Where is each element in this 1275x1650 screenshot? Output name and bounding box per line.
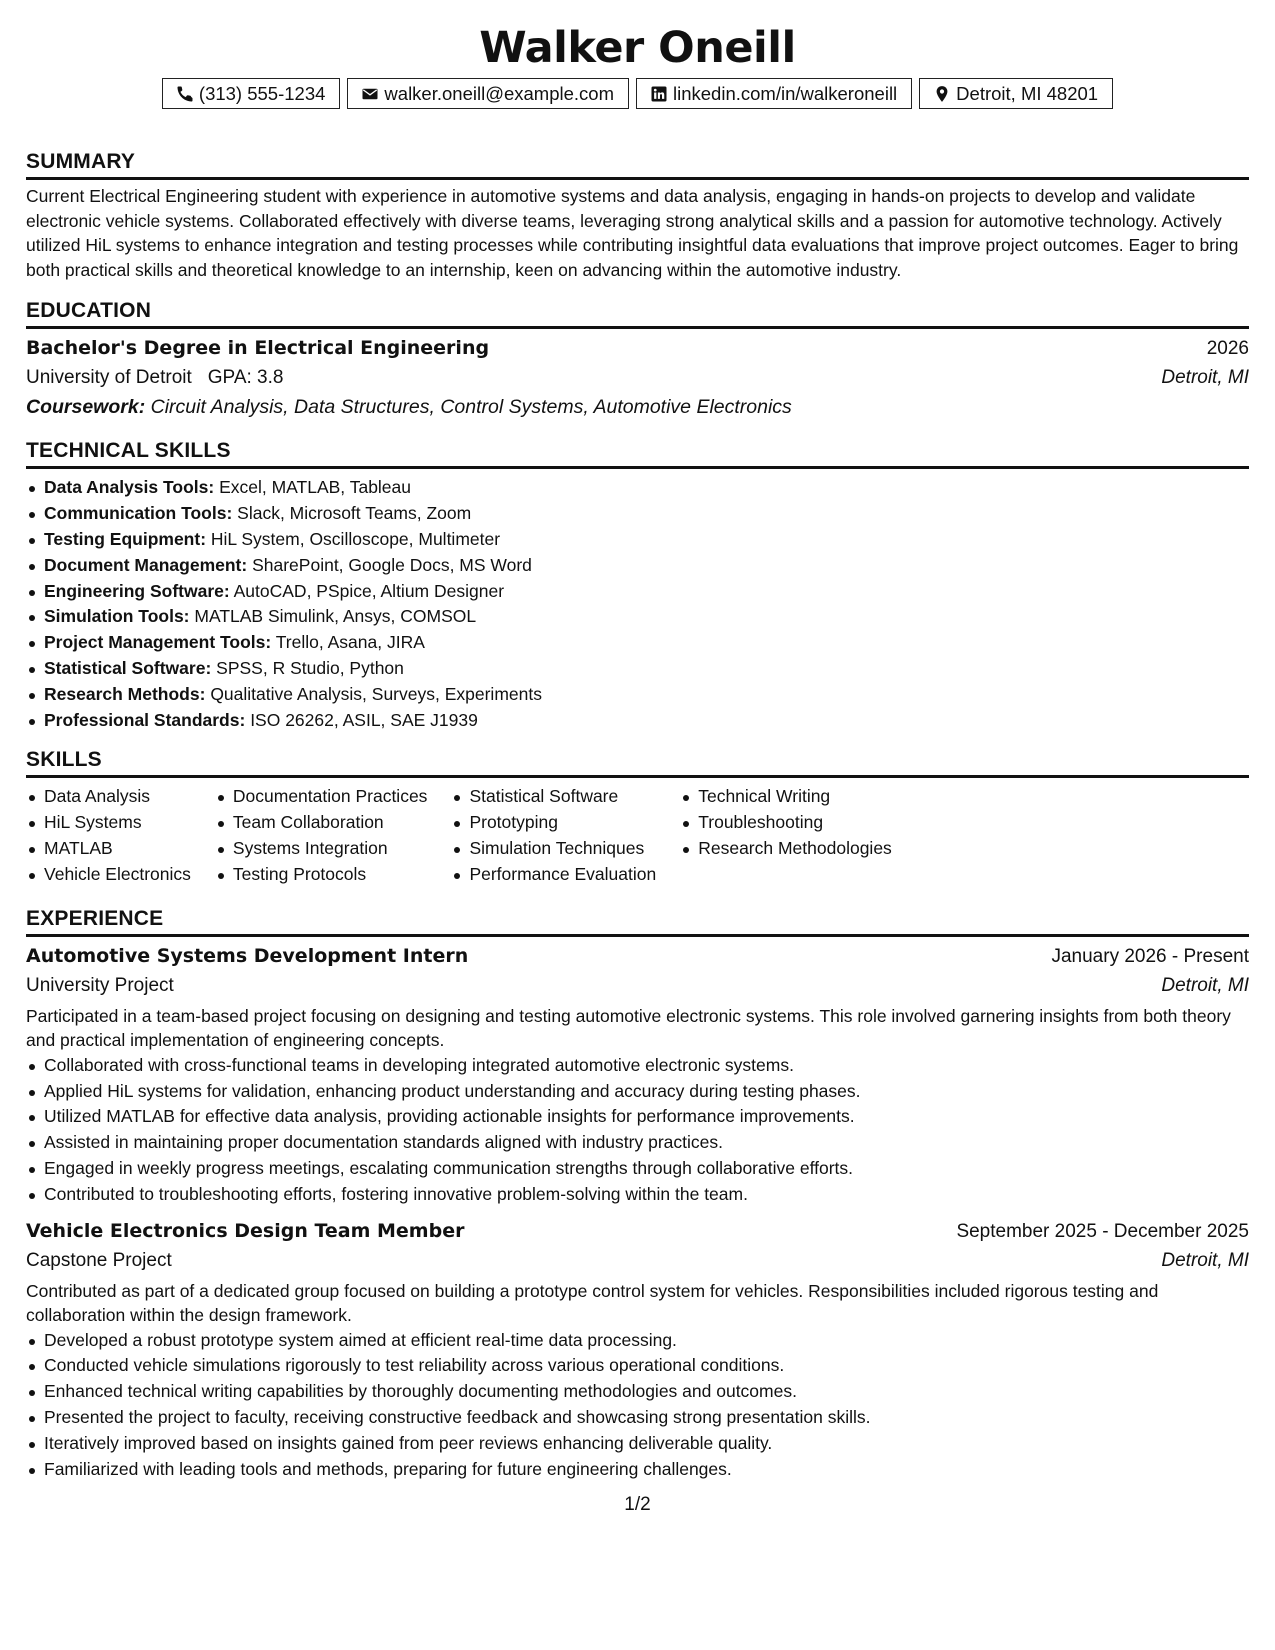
summary-paragraph: Current Electrical Engineering student with experience in automotive systems and data analysis, engaging in hands-on projects to develop and validate electronic vehicle systems. Collaborated effectively with diverse teams, leveraging strong analytical skills and a passion for automotive technology. Actively utilized HiL systems to enhance integration and testing processes while contributing insightful data evaluations that improve project outcomes. Eager to bring both practical skills and theoretical knowledge to an internship, keen on advancing within the automotive industry. xyxy=(26,186,1239,280)
contact-phone[interactable] xyxy=(162,78,341,109)
job-bullets xyxy=(26,1328,1249,1483)
skill-values: SharePoint, Google Docs, MS Word xyxy=(252,554,532,575)
list-item xyxy=(26,656,1249,682)
list-item xyxy=(26,501,1249,527)
list-item: Engaged in weekly progress meetings, escalating communication strengths through collaborative efforts. xyxy=(26,1156,1249,1182)
skills-column-2 xyxy=(215,784,428,887)
skill-values: AutoCAD, PSpice, Altium Designer xyxy=(233,580,505,601)
list-item xyxy=(26,527,1249,553)
list-item: Contributed to troubleshooting efforts, fostering innovative problem-solving within the team. xyxy=(26,1182,1249,1208)
school-info xyxy=(26,367,283,389)
candidate-name: Walker Oneill xyxy=(479,23,796,73)
list-item: Research Methodologies xyxy=(680,836,892,862)
skill-category: Simulation Tools: xyxy=(44,606,190,627)
coursework-list: Circuit Analysis, Data Structures, Control Systems, Automotive Electronics xyxy=(150,396,792,419)
location-text: Detroit, MI 48201 xyxy=(956,82,1099,104)
graduation-year: 2026 xyxy=(1206,338,1249,360)
degree-title: Bachelor's Degree in Electrical Engineering xyxy=(26,337,490,360)
skill-category: Engineering Software: xyxy=(44,580,230,601)
skill-category: Data Analysis Tools: xyxy=(44,477,215,498)
skill-values: Slack, Microsoft Teams, Zoom xyxy=(237,503,472,524)
list-item: Prototyping xyxy=(451,810,656,836)
list-item: Statistical Software xyxy=(451,784,656,810)
map-marker-icon xyxy=(932,84,952,104)
education-heading: EDUCATION xyxy=(26,298,1249,329)
job-entry-1 xyxy=(26,945,1249,1208)
contact-location[interactable] xyxy=(919,78,1113,109)
job-organization: University Project xyxy=(26,974,174,996)
job-org-row xyxy=(26,975,1249,997)
linkedin-icon xyxy=(649,84,669,104)
skill-values: ISO 26262, ASIL, SAE J1939 xyxy=(250,709,478,730)
list-item: Vehicle Electronics xyxy=(26,862,191,888)
job-org-row xyxy=(26,1250,1249,1272)
list-item: Simulation Techniques xyxy=(451,836,656,862)
contact-email[interactable] xyxy=(347,78,629,109)
coursework-label: Coursework: xyxy=(26,396,146,419)
skill-category: Professional Standards: xyxy=(44,709,246,730)
job-location: Detroit, MI xyxy=(1161,1249,1249,1271)
skill-category: Statistical Software: xyxy=(44,657,212,678)
skill-values: Excel, MATLAB, Tableau xyxy=(219,477,412,498)
technical-skills-list xyxy=(26,475,1249,733)
page-number: 1/2 xyxy=(624,1494,651,1515)
skill-category: Testing Equipment: xyxy=(44,528,207,549)
technical-skills-heading: TECHNICAL SKILLS xyxy=(26,438,1249,469)
list-item: Performance Evaluation xyxy=(451,862,656,888)
job-title-row xyxy=(26,1220,1249,1243)
job-entry-2 xyxy=(26,1220,1249,1483)
list-item: Data Analysis xyxy=(26,784,191,810)
list-item: Troubleshooting xyxy=(680,810,892,836)
list-item: MATLAB xyxy=(26,836,191,862)
skills-heading: SKILLS xyxy=(26,747,1249,778)
experience-heading: EXPERIENCE xyxy=(26,906,1249,937)
skill-values: Trello, Asana, JIRA xyxy=(275,632,425,653)
phone-text: (313) 555-1234 xyxy=(198,82,326,104)
envelope-icon xyxy=(360,84,380,104)
job-description: Participated in a team-based project focusing on designing and testing automotive electronic systems. This role involved garnering insights from both theory and practical implementation of engineering concepts. xyxy=(26,1005,1231,1051)
job-description: Contributed as part of a dedicated group focused on building a prototype control system for vehicles. Responsibilities included rigorous testing and collaboration within the design framework. xyxy=(26,1280,1159,1326)
job-organization: Capstone Project xyxy=(26,1249,172,1271)
summary-heading: SUMMARY xyxy=(26,149,1249,180)
list-item xyxy=(26,630,1249,656)
list-item xyxy=(26,682,1249,708)
list-item xyxy=(26,604,1249,630)
skill-values: MATLAB Simulink, Ansys, COMSOL xyxy=(194,606,477,627)
skill-values: HiL System, Oscilloscope, Multimeter xyxy=(210,528,501,549)
list-item: Applied HiL systems for validation, enhancing product understanding and accuracy during testing phases. xyxy=(26,1079,1249,1105)
job-bullets xyxy=(26,1053,1249,1208)
list-item: Utilized MATLAB for effective data analysis, providing actionable insights for performance improvements. xyxy=(26,1104,1249,1130)
job-title: Automotive Systems Development Intern xyxy=(26,944,469,967)
list-item: Assisted in maintaining proper documentation standards aligned with industry practices. xyxy=(26,1130,1249,1156)
list-item: Presented the project to faculty, receiving constructive feedback and showcasing strong presentation skills. xyxy=(26,1405,1249,1431)
skills-column-4 xyxy=(680,784,892,887)
contact-bar xyxy=(26,78,1249,109)
phone-icon xyxy=(175,84,195,104)
job-title-row xyxy=(26,945,1249,968)
list-item xyxy=(26,475,1249,501)
school-name: University of Detroit xyxy=(26,367,192,389)
skill-category: Document Management: xyxy=(44,554,248,575)
skill-category: Research Methods: xyxy=(44,683,206,704)
list-item: Familiarized with leading tools and methods, preparing for future engineering challenges. xyxy=(26,1457,1249,1483)
coursework-line xyxy=(26,396,1249,419)
contact-linkedin[interactable] xyxy=(636,78,912,109)
gpa: GPA: 3.8 xyxy=(207,367,284,389)
list-item: Technical Writing xyxy=(680,784,892,810)
list-item: Team Collaboration xyxy=(215,810,428,836)
list-item: HiL Systems xyxy=(26,810,191,836)
skills-column-3 xyxy=(451,784,656,887)
skills-column-1 xyxy=(26,784,191,887)
education-degree-row xyxy=(26,337,1249,360)
list-item: Conducted vehicle simulations rigorously to test reliability across various operational conditions. xyxy=(26,1353,1249,1379)
list-item: Iteratively improved based on insights gained from peer reviews enhancing deliverable quality. xyxy=(26,1431,1249,1457)
skill-category: Project Management Tools: xyxy=(44,632,272,653)
list-item: Collaborated with cross-functional teams in developing integrated automotive electronic systems. xyxy=(26,1053,1249,1079)
job-title: Vehicle Electronics Design Team Member xyxy=(26,1219,465,1242)
education-school-row xyxy=(26,367,1249,389)
skill-category: Communication Tools: xyxy=(44,503,233,524)
job-dates: September 2025 - December 2025 xyxy=(956,1220,1249,1242)
skills-grid xyxy=(26,784,1249,887)
skill-values: SPSS, R Studio, Python xyxy=(216,657,404,678)
job-location: Detroit, MI xyxy=(1161,974,1249,996)
list-item xyxy=(26,553,1249,579)
list-item: Developed a robust prototype system aimed at efficient real-time data processing. xyxy=(26,1328,1249,1354)
list-item: Testing Protocols xyxy=(215,862,428,888)
resume-page xyxy=(26,0,1249,1482)
linkedin-text: linkedin.com/in/walkeroneill xyxy=(673,82,898,104)
skill-values: Qualitative Analysis, Surveys, Experiments xyxy=(210,683,542,704)
school-location: Detroit, MI xyxy=(1161,367,1249,389)
list-item: Systems Integration xyxy=(215,836,428,862)
job-dates: January 2026 - Present xyxy=(1051,945,1249,967)
list-item xyxy=(26,579,1249,605)
list-item xyxy=(26,708,1249,734)
list-item: Enhanced technical writing capabilities by thoroughly documenting methodologies and outcomes. xyxy=(26,1379,1249,1405)
email-text: walker.oneill@example.com xyxy=(384,82,614,104)
list-item: Documentation Practices xyxy=(215,784,428,810)
